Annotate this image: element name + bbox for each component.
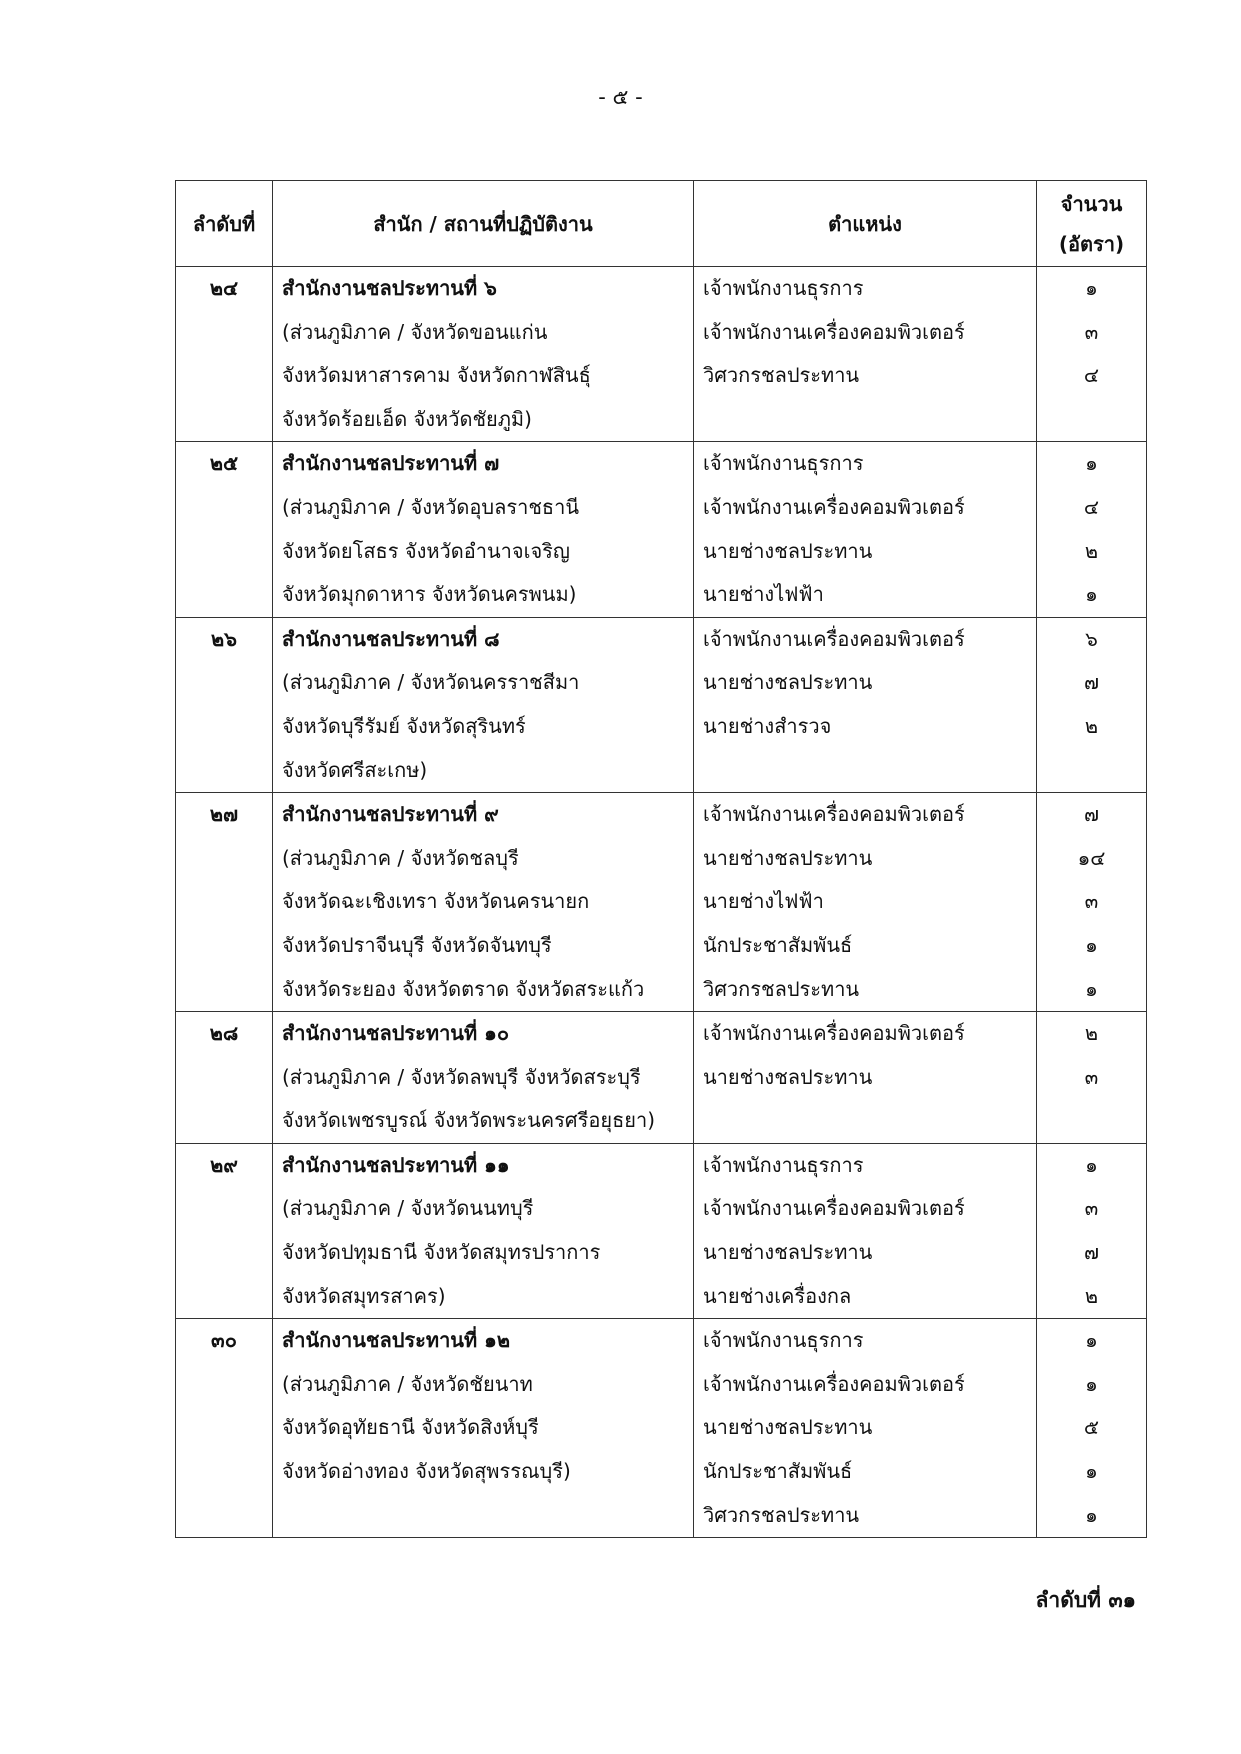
- counts-cell: [1037, 1012, 1147, 1144]
- position-title: เจ้าพนักงานธุรการ: [703, 276, 864, 300]
- table-row: [176, 1143, 1147, 1318]
- position-title: นายช่างชลประทาน: [703, 1064, 873, 1089]
- position-count: ๑: [1085, 276, 1098, 300]
- position-title: นายช่างไฟฟ้า: [703, 889, 824, 914]
- counts-cell: [1037, 1319, 1147, 1538]
- position-count: ๑: [1085, 1152, 1098, 1177]
- office-name: สำนักงานชลประทานที่ ๗: [282, 451, 500, 476]
- position-count: ๑: [1085, 1328, 1098, 1353]
- office-cell: [273, 442, 694, 617]
- office-cell: [273, 1012, 694, 1144]
- office-location-line: (ส่วนภูมิภาค / จังหวัดลพบุรี จังหวัดสระบุรี: [282, 1064, 641, 1089]
- office-location-line: จังหวัดร้อยเอ็ด จังหวัดชัยภูมิ): [282, 406, 532, 431]
- position-count: ๑: [1085, 582, 1098, 607]
- header-no: ลำดับที่: [176, 181, 273, 267]
- row-number-cell: [176, 617, 273, 792]
- position-title: นักประชาสัมพันธ์: [703, 932, 853, 957]
- row-number: ๒๗: [209, 802, 239, 827]
- office-cell: [273, 1143, 694, 1318]
- position-count: ๒: [1084, 1283, 1099, 1308]
- counts-cell: [1037, 793, 1147, 1012]
- table-row: [176, 442, 1147, 617]
- office-location-line: จังหวัดสมุทรสาคร): [282, 1283, 446, 1308]
- position-count: ๖: [1085, 626, 1098, 651]
- continued-next-item: ลำดับที่ ๓๑: [1035, 1588, 1136, 1612]
- office-name: สำนักงานชลประทานที่ ๑๐: [282, 1021, 510, 1046]
- office-location-line: จังหวัดเพชรบูรณ์ จังหวัดพระนครศรีอยุธยา): [282, 1108, 656, 1133]
- row-number-cell: [176, 793, 273, 1012]
- office-name: สำนักงานชลประทานที่ ๖: [282, 276, 497, 300]
- position-count: ๓: [1084, 1064, 1099, 1089]
- office-cell: [273, 1319, 694, 1538]
- position-count: ๑: [1085, 451, 1098, 476]
- header-count-line-2: (อัตรา): [1058, 231, 1125, 256]
- position-count: ๑: [1085, 1371, 1098, 1396]
- office-cell: [273, 617, 694, 792]
- position-count: ๑: [1085, 932, 1098, 957]
- positions-cell: [694, 793, 1037, 1012]
- positions-table: [175, 180, 1147, 1538]
- row-number-cell: [176, 1143, 273, 1318]
- positions-cell: [694, 442, 1037, 617]
- office-location-line: (ส่วนภูมิภาค / จังหวัดอุบลราชธานี: [282, 494, 580, 519]
- position-title: เจ้าพนักงานเครื่องคอมพิวเตอร์: [703, 802, 965, 827]
- position-title: เจ้าพนักงานธุรการ: [703, 1152, 864, 1177]
- position-title: วิศวกรชลประทาน: [703, 1502, 860, 1527]
- position-title: เจ้าพนักงานเครื่องคอมพิวเตอร์: [703, 1196, 965, 1221]
- position-count: ๓: [1084, 889, 1099, 914]
- position-count: ๗: [1083, 802, 1100, 827]
- position-title: นายช่างไฟฟ้า: [703, 582, 824, 607]
- table-row: [176, 793, 1147, 1012]
- header-count: [1037, 181, 1147, 267]
- office-name: สำนักงานชลประทานที่ ๑๑: [282, 1152, 510, 1177]
- office-location-line: จังหวัดอ่างทอง จังหวัดสุพรรณบุรี): [282, 1459, 571, 1484]
- office-location-line: จังหวัดมุกดาหาร จังหวัดนครพนม): [282, 582, 577, 607]
- table-row: [176, 1012, 1147, 1144]
- position-title: นักประชาสัมพันธ์: [703, 1459, 853, 1484]
- office-location-line: (ส่วนภูมิภาค / จังหวัดขอนแก่น: [282, 319, 548, 344]
- row-number: ๒๖: [211, 626, 237, 651]
- table-row: [176, 1319, 1147, 1538]
- positions-cell: [694, 1012, 1037, 1144]
- counts-cell: [1037, 442, 1147, 617]
- position-title: เจ้าพนักงานเครื่องคอมพิวเตอร์: [703, 494, 965, 519]
- office-location-line: จังหวัดฉะเชิงเทรา จังหวัดนครนายก: [282, 889, 590, 914]
- office-location-line: จังหวัดระยอง จังหวัดตราด จังหวัดสระแก้ว: [282, 976, 645, 1001]
- office-cell: [273, 793, 694, 1012]
- position-title: เจ้าพนักงานเครื่องคอมพิวเตอร์: [703, 1371, 965, 1396]
- page-number: - ๕ -: [598, 85, 643, 109]
- position-count: ๓: [1084, 319, 1099, 344]
- office-location-line: (ส่วนภูมิภาค / จังหวัดนนทบุรี: [282, 1196, 534, 1221]
- row-number: ๒๘: [209, 1021, 239, 1046]
- counts-cell: [1037, 617, 1147, 792]
- office-name: สำนักงานชลประทานที่ ๘: [282, 626, 500, 651]
- position-count: ๑: [1085, 1502, 1098, 1527]
- position-count: ๒: [1084, 1021, 1099, 1046]
- row-number: ๓๐: [211, 1328, 237, 1353]
- row-number-cell: [176, 1319, 273, 1538]
- position-title: นายช่างชลประทาน: [703, 1240, 873, 1265]
- table-header-row: [176, 181, 1147, 267]
- office-location-line: จังหวัดปราจีนบุรี จังหวัดจันทบุรี: [282, 932, 552, 957]
- office-name: สำนักงานชลประทานที่ ๑๒: [282, 1328, 511, 1353]
- counts-cell: [1037, 1143, 1147, 1318]
- position-title: เจ้าพนักงานธุรการ: [703, 451, 864, 476]
- office-cell: [273, 267, 694, 442]
- position-title: วิศวกรชลประทาน: [703, 363, 860, 388]
- row-number: ๒๙: [210, 1152, 238, 1177]
- office-location-line: (ส่วนภูมิภาค / จังหวัดนครราชสีมา: [282, 670, 580, 695]
- header-office: สำนัก / สถานที่ปฏิบัติงาน: [273, 181, 694, 267]
- positions-cell: [694, 617, 1037, 792]
- office-location-line: จังหวัดศรีสะเกษ): [282, 757, 428, 782]
- position-count: ๗: [1083, 670, 1100, 695]
- row-number: ๒๔: [209, 276, 239, 300]
- position-title: นายช่างชลประทาน: [703, 538, 873, 563]
- row-number-cell: [176, 1012, 273, 1144]
- position-count: ๑๔: [1077, 845, 1106, 870]
- position-count: ๒: [1084, 713, 1099, 738]
- position-title: เจ้าพนักงานเครื่องคอมพิวเตอร์: [703, 319, 965, 344]
- positions-cell: [694, 1143, 1037, 1318]
- position-count: ๔: [1083, 494, 1100, 519]
- office-location-line: (ส่วนภูมิภาค / จังหวัดชลบุรี: [282, 845, 519, 870]
- position-title: เจ้าพนักงานธุรการ: [703, 1328, 864, 1353]
- position-title: วิศวกรชลประทาน: [703, 976, 860, 1001]
- position-count: ๓: [1084, 1196, 1099, 1221]
- position-title: เจ้าพนักงานเครื่องคอมพิวเตอร์: [703, 1021, 965, 1046]
- position-title: นายช่างชลประทาน: [703, 670, 873, 695]
- row-number: ๒๕: [209, 451, 239, 476]
- header-position: ตำแหน่ง: [694, 181, 1037, 267]
- office-location-line: จังหวัดปทุมธานี จังหวัดสมุทรปราการ: [282, 1240, 601, 1265]
- office-name: สำนักงานชลประทานที่ ๙: [282, 802, 499, 827]
- row-number-cell: [176, 267, 273, 442]
- positions-cell: [694, 267, 1037, 442]
- position-title: นายช่างชลประทาน: [703, 1415, 873, 1440]
- office-location-line: จังหวัดยโสธร จังหวัดอำนาจเจริญ: [282, 538, 570, 563]
- counts-cell: [1037, 267, 1147, 442]
- position-title: นายช่างเครื่องกล: [703, 1283, 852, 1308]
- position-count: ๑: [1085, 976, 1098, 1001]
- position-title: นายช่างชลประทาน: [703, 845, 873, 870]
- table-row: [176, 617, 1147, 792]
- positions-cell: [694, 1319, 1037, 1538]
- office-location-line: จังหวัดบุรีรัมย์ จังหวัดสุรินทร์: [282, 713, 526, 738]
- office-location-line: (ส่วนภูมิภาค / จังหวัดชัยนาท: [282, 1371, 533, 1396]
- office-location-line: จังหวัดมหาสารคาม จังหวัดกาฬสินธุ์: [282, 363, 591, 388]
- position-count: ๗: [1083, 1240, 1100, 1265]
- header-count-line-1: จำนวน: [1060, 191, 1123, 216]
- position-count: ๔: [1083, 363, 1100, 388]
- position-title: นายช่างสำรวจ: [703, 713, 832, 738]
- position-count: ๒: [1084, 538, 1099, 563]
- position-title: เจ้าพนักงานเครื่องคอมพิวเตอร์: [703, 626, 965, 651]
- office-location-line: จังหวัดอุทัยธานี จังหวัดสิงห์บุรี: [282, 1415, 539, 1440]
- position-count: ๑: [1085, 1459, 1098, 1484]
- position-count: ๕: [1083, 1415, 1100, 1440]
- table-body: [176, 267, 1147, 1538]
- table-row: [176, 267, 1147, 442]
- row-number-cell: [176, 442, 273, 617]
